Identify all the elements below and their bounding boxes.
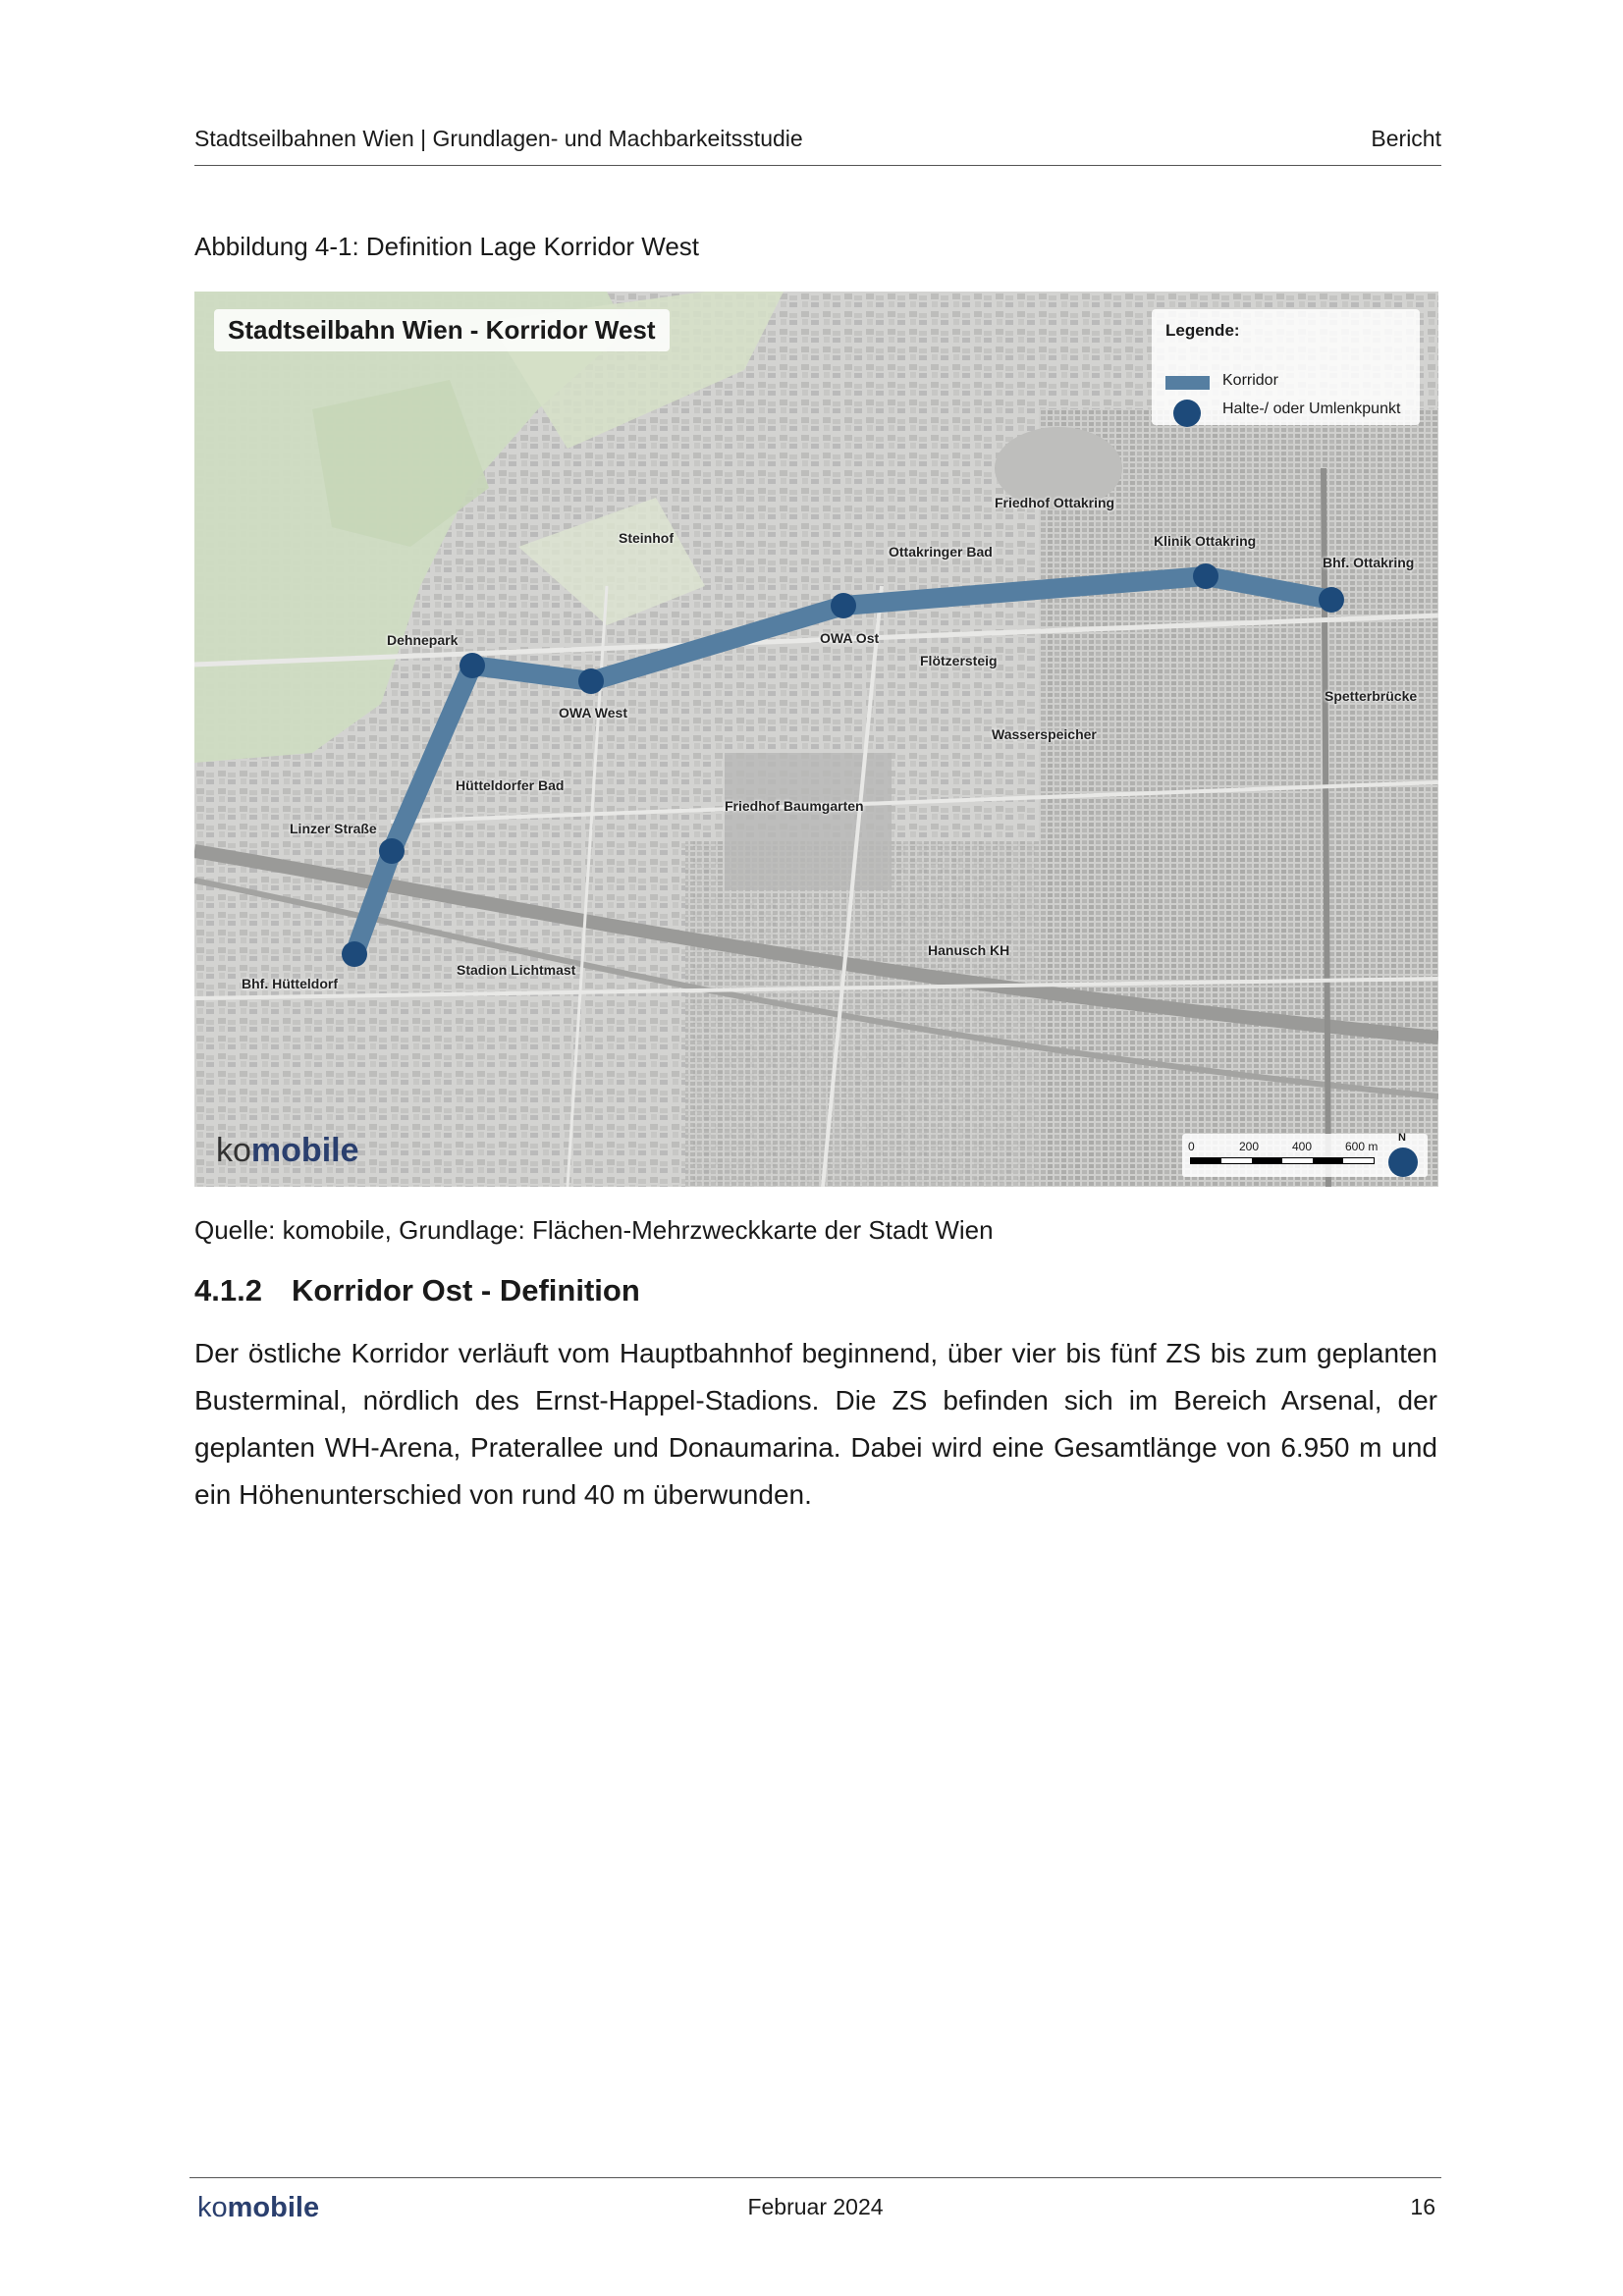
map-title: Stadtseilbahn Wien - Korridor West: [214, 309, 670, 351]
label-owa-ost: OWA Ost: [820, 630, 880, 646]
stop-bhf-ottakring: [1319, 587, 1344, 613]
label-spetterbruecke: Spetterbrücke: [1325, 688, 1418, 704]
legend-title: Legende:: [1165, 321, 1240, 340]
body-paragraph: Der östliche Korridor verläuft vom Hauptbahnhof beginnend, über vier bis fünf ZS bis zum geplanten Busterminal, nördlich des Ernst-Happel-Stadions. Die ZS befinden sich im Bereich Arsenal, der geplanten WH-Arena, Praterallee und Donaumarina. Dabei wird eine Gesamtlänge von 6.950 m und ein Höhenunterschied von rund 40 m überwunden.: [194, 1338, 1437, 1510]
footer-logo-mobile: mobile: [227, 2192, 320, 2223]
corridor-swatch-icon: [1165, 376, 1210, 390]
scale-label-600: 600 m: [1345, 1140, 1379, 1153]
label-friedhof-ottakring: Friedhof Ottakring: [995, 495, 1115, 510]
footer-logo-ko: ko: [197, 2192, 228, 2223]
legend-stop-label: Halte-/ oder Umlenkpunkt: [1222, 400, 1401, 417]
stop-bhf-huetteldorf: [342, 941, 367, 967]
stop-swatch-icon: [1173, 400, 1201, 427]
stop-klinik-ottakring: [1193, 563, 1218, 589]
label-wasserspeicher: Wasserspeicher: [992, 726, 1097, 742]
map-logo: [216, 1132, 359, 1170]
label-stadion-lichtmast: Stadion Lichtmast: [457, 962, 576, 978]
stop-dehnepark: [460, 653, 485, 678]
stop-linzer-strasse: [379, 838, 405, 864]
stop-owa-west: [578, 668, 604, 694]
label-friedhof-baumgarten: Friedhof Baumgarten: [725, 798, 864, 814]
page-footer: [189, 2177, 1441, 2227]
map-logo-mobile: mobile: [250, 1132, 359, 1169]
stop-owa-ost: [831, 593, 856, 618]
label-bhf-ottakring: Bhf. Ottakring: [1323, 555, 1415, 570]
corridor-map: [194, 292, 1438, 1187]
header-title: Stadtseilbahnen Wien | Grundlagen- und Machbarkeitsstudie: [194, 126, 803, 151]
footer-date: Februar 2024: [747, 2194, 884, 2219]
map-logo-ko: ko: [216, 1132, 251, 1169]
figure-source: Quelle: komobile, Grundlage: Flächen-Mehrzweckkarte der Stadt Wien: [194, 1215, 994, 1245]
label-hanusch-kh: Hanusch KH: [928, 942, 1010, 958]
map-legend: [1152, 309, 1420, 425]
header-report-label: Bericht: [1371, 126, 1441, 151]
page-header: [194, 122, 1441, 166]
label-floetzersteig: Flötzersteig: [920, 653, 998, 668]
scale-label-0: 0: [1188, 1140, 1195, 1153]
label-dehnepark: Dehnepark: [387, 632, 459, 648]
scale-bar-box: [1182, 1134, 1428, 1177]
north-arrow-icon: [1388, 1148, 1418, 1177]
scale-bar: [1190, 1157, 1375, 1164]
label-linzer-strasse: Linzer Straße: [290, 821, 377, 836]
section-heading: [194, 1273, 640, 1308]
label-huetteldorfer-bad: Hütteldorfer Bad: [456, 777, 565, 793]
figure-caption: Abbildung 4-1: Definition Lage Korridor West: [194, 232, 700, 261]
scale-label-400: 400: [1292, 1140, 1313, 1153]
cemetery-baumgarten: [725, 753, 892, 890]
label-klinik-ottakring: Klinik Ottakring: [1154, 533, 1257, 549]
map-graphic: [194, 292, 1438, 1187]
section-number: 4.1.2: [194, 1273, 262, 1308]
label-ottakringer-bad: Ottakringer Bad: [889, 544, 993, 560]
page-number: 16: [1410, 2194, 1435, 2219]
label-owa-west: OWA West: [559, 705, 628, 721]
north-label: N: [1398, 1132, 1406, 1144]
label-bhf-huetteldorf: Bhf. Hütteldorf: [242, 976, 338, 991]
legend-corridor-label: Korridor: [1222, 372, 1278, 389]
section-title: Korridor Ost - Definition: [292, 1273, 640, 1308]
label-steinhof: Steinhof: [619, 530, 674, 546]
scale-label-200: 200: [1239, 1140, 1260, 1153]
